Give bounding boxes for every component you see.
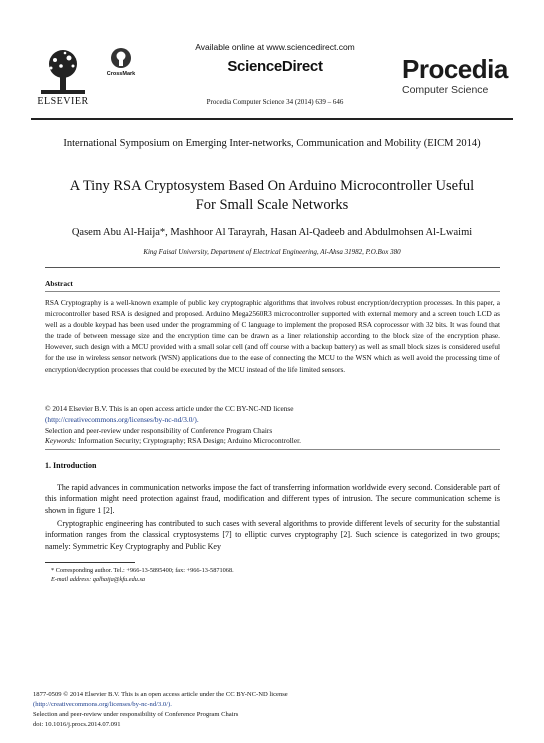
bottom-peer-review: Selection and peer-review under responsibility of Conference Program Chairs: [33, 711, 239, 718]
author-list: Qasem Abu Al-Haija*, Mashhoor Al Tarayrah, Hasan Al-Qadeeb and Abdulmohsen Al-Lwaimi: [71, 227, 473, 238]
header-rule: [31, 118, 513, 120]
issn-license: 1877-0509 © 2014 Elsevier B.V. This is an open access article under the CC BY-NC-ND license: [33, 691, 288, 698]
sciencedirect-title: ScienceDirect: [227, 58, 323, 75]
conference-name: International Symposium on Emerging Inter-networks, Communication and Mobility (EICM 2014): [63, 138, 481, 149]
procedia-logo: Procedia: [402, 54, 508, 84]
crossmark-label: CrossMark: [106, 71, 136, 77]
procedia-subtitle: Computer Science: [402, 84, 489, 96]
keywords-label: Keywords:: [45, 436, 77, 445]
elsevier-wordmark: ELSEVIER: [37, 96, 89, 107]
footnote: [45, 566, 500, 584]
keywords-rule: [45, 449, 500, 450]
elsevier-tree-logo: [33, 42, 93, 104]
copyright-line: © 2014 Elsevier B.V. This is an open access article under the CC BY-NC-ND license: [45, 404, 294, 413]
author-email[interactable]: E-mail address: qalhaija@kfu.edu.sa: [51, 576, 146, 583]
doi[interactable]: doi: 10.1016/j.procs.2014.07.091: [33, 721, 121, 728]
paper-title: A Tiny RSA Cryptosystem Based On Arduino Microcontroller Useful For Small Scale Networks: [69, 178, 475, 213]
copyright-block: [45, 403, 500, 436]
keywords-list: Information Security; Cryptography; RSA Design; Arduino Microcontroller.: [78, 436, 301, 445]
peer-review-line: Selection and peer-review under responsibility of Conference Program Chairs: [45, 426, 273, 435]
title-rule: [45, 267, 500, 268]
affiliation: King Faisal University, Department of Electrical Engineering, Al-Ahsa 31982, P.O.Box 380: [143, 248, 401, 256]
intro-paragraph-2: Cryptographic engineering has contributed to such cases with several algorithms to provide different levels of security for the substantial information ranges from the classical cryptosystems [7] to elliptic curves cryptography [2]. Such science is categorized in two groups; namely: Symmetric Key Cryptography and Public Key: [45, 519, 500, 551]
license-link[interactable]: (http://creativecommons.org/licenses/by-nc-nd/3.0/).: [45, 415, 199, 424]
journal-citation: Procedia Computer Science 34 (2014) 639 – 646: [206, 98, 344, 106]
footnote-rule: [45, 562, 135, 563]
intro-paragraph-1: The rapid advances in communication networks impose the fact of transferring information worldwide every second. Considerable part of this information might need protection against fraud, modification and different types of intrusion. The secure communication scheme is shown in figure 1 [2].: [45, 483, 500, 515]
keywords: [45, 436, 500, 445]
abstract-heading: Abstract: [45, 279, 73, 288]
abstract-text: RSA Cryptography is a well-known example of public key cryptographic algorithms that involves robust encryption/decryption processes. In this paper, a microcontroller based RSA is designed and proposed. Arduino Mega2560R3 microcontroller supported with external memory and a screen touch LCD as well as a double keypad has been used under the programming of C language to implement the proposed RSA coprocessor with 32 bits. It was found that the trade of between message size and the encryption time can be drawn as a liner relationship according to the block size of the encryption phase. However, such design with a MCU provided with a small solar cell (and off course with a backup battery) as well as small block sizes is considered useful for the use in wireless sensor network (WSN) applications due to the ease of connecting the MCU to the WSN which as well avoid the processing time of encryption/decryption processes that could be executed by the MCU instead of the life limited sensors.: [45, 298, 500, 374]
section-heading: 1. Introduction: [45, 461, 97, 470]
crossmark-icon[interactable]: [110, 47, 132, 69]
bottom-license-link[interactable]: (http://creativecommons.org/licenses/by-nc-nd/3.0/).: [33, 701, 172, 708]
bottom-license: [33, 690, 493, 730]
abstract-rule: [45, 291, 500, 292]
available-online[interactable]: Available online at www.sciencedirect.com: [195, 42, 355, 52]
corresponding-author: * Corresponding author. Tel.: +966-13-5895400; fax: +966-13-5871068.: [51, 567, 234, 574]
